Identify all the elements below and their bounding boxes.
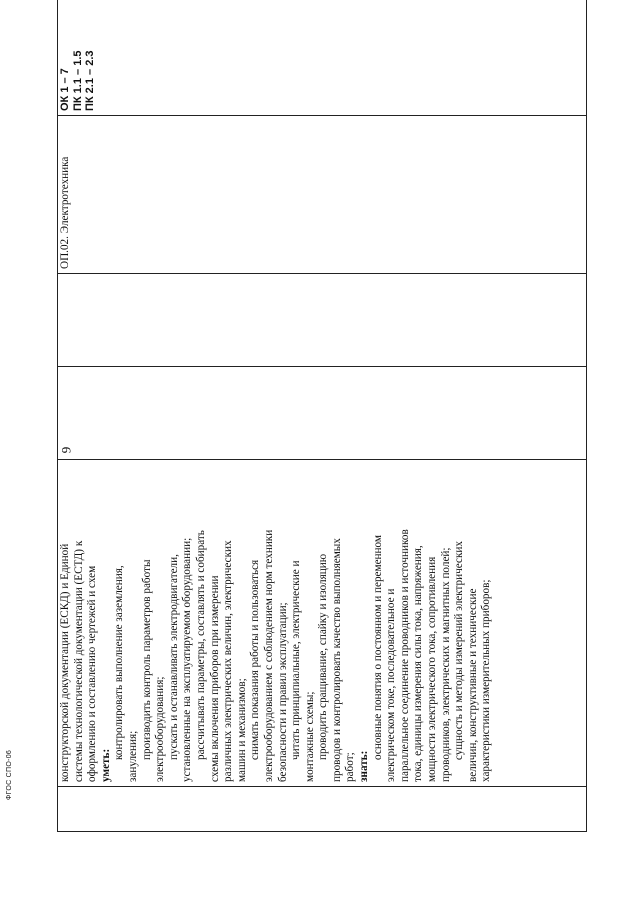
- umet-item: рассчитывать параметры, составлять и собирать: [194, 530, 207, 760]
- text-line: системы технологической документации (ЕСТД) к: [72, 540, 85, 782]
- znat-label: знать:: [358, 750, 371, 782]
- znat-item: сущность и методы измерений электрических: [453, 541, 466, 760]
- discipline-name: ОП.02. Электротехника: [59, 156, 71, 269]
- umet-item: проводить сращивание, спайку и изоляцию: [317, 553, 330, 760]
- competency-code: ПК 1.1 – 1.5: [71, 50, 84, 111]
- umet-item: различных электрических величин, электрических: [222, 540, 235, 782]
- znat-item: проводников, электрических и магнитных полей;: [439, 547, 452, 782]
- requirements-cell: [58, 460, 587, 787]
- text-line: конструкторской документации (ЕСКД) и Единой: [59, 543, 71, 782]
- umet-item: электрооборудованием с соблюдением норм техники: [262, 529, 275, 782]
- umet-item: контролировать выполнение заземления,: [113, 565, 126, 760]
- znat-item: параллельное соединение проводников и источников: [398, 529, 411, 782]
- umet-label: уметь:: [99, 748, 112, 782]
- index-cell: [58, 787, 587, 832]
- umet-item: проводов и контролировать качество выполняемых: [330, 538, 343, 782]
- footer-label: ФГОС СПО-06: [6, 749, 13, 800]
- umet-item: читать принципиальные, электрические и: [290, 560, 303, 760]
- umet-item: безопасности и правил эксплуатации;: [276, 602, 289, 782]
- competency-code: ПК 2.1 – 2.3: [84, 50, 96, 111]
- umet-item: пускать и останавливать электродвигатели,: [167, 554, 180, 760]
- table-row: [58, 0, 587, 832]
- umet-item: работ;: [344, 752, 357, 782]
- competency-code: ОК 1 – 7: [59, 68, 71, 111]
- text-line: оформлению и составлению чертежей и схем: [86, 565, 99, 782]
- umet-item: машин и механизмов;: [235, 678, 248, 782]
- umet-item: производить контроль параметров работы: [140, 559, 153, 760]
- competencies-cell: [58, 0, 587, 116]
- max-hours-cell: [58, 367, 587, 460]
- umet-item: снимать показания работы и пользоваться: [249, 559, 262, 760]
- discipline-cell: [58, 116, 587, 274]
- znat-item: величин, конструктивные и технические: [466, 588, 479, 782]
- hours-cell: [58, 274, 587, 367]
- rotated-table-container: [57, 42, 587, 832]
- znat-item: электрическом токе, последовательное и: [385, 588, 398, 782]
- umet-item: зануления;: [126, 730, 139, 782]
- umet-item: электрооборудования;: [154, 676, 167, 782]
- znat-item: основные понятия о постоянном и переменном: [371, 535, 384, 760]
- umet-item: монтажные схемы;: [303, 691, 316, 782]
- znat-item: характеристики измерительных приборов;: [480, 579, 493, 782]
- znat-item: тока, единицы измерения силы тока, напряжения,: [412, 545, 425, 782]
- umet-item: схемы включения приборов при измерении: [208, 575, 221, 782]
- znat-item: мощности электрического тока, сопротивления: [426, 556, 439, 782]
- page-number: 9: [58, 446, 74, 454]
- umet-item: установленные на эксплуатируемом оборудовании;: [181, 537, 194, 782]
- curriculum-table: [57, 0, 587, 832]
